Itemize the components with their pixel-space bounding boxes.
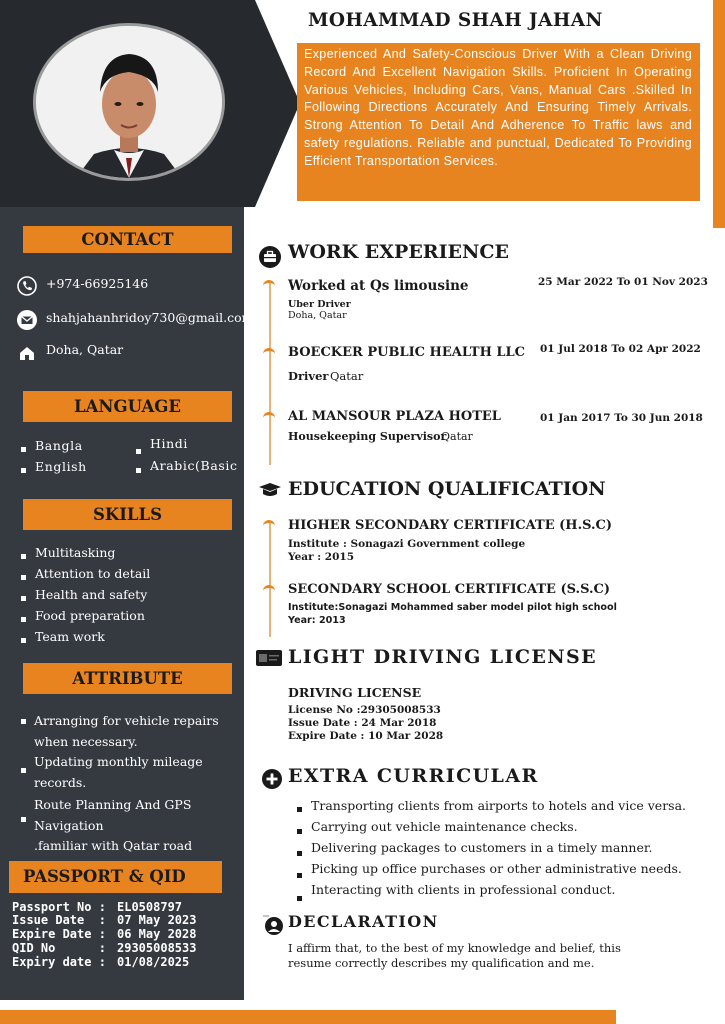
qid-label: QID No : xyxy=(12,941,106,955)
qid-value: 29305008533 xyxy=(117,941,197,955)
timeline-marker xyxy=(263,520,275,528)
attribute-item: Updating monthly mileage xyxy=(34,754,203,769)
language-heading: LANGUAGE xyxy=(23,391,232,422)
declaration-heading: DECLARATION xyxy=(288,912,439,931)
license-issue-date: Issue Date : 24 Mar 2018 xyxy=(288,717,437,729)
timeline-marker xyxy=(263,412,275,420)
issue-date-label: Issue Date : xyxy=(12,913,106,927)
job-place: Qatar xyxy=(330,369,364,383)
language-bullet xyxy=(136,468,141,473)
attribute-item: Arranging for vehicle repairs xyxy=(34,713,219,728)
education-timeline xyxy=(269,522,271,637)
extra-item: Delivering packages to customers in a timely manner. xyxy=(311,840,653,855)
language-bullet xyxy=(136,449,141,454)
attribute-heading: ATTRIBUTE xyxy=(23,663,232,694)
attribute-bullet xyxy=(21,768,26,773)
declaration-line: resume correctly describes my qualification and me. xyxy=(288,956,595,970)
education-title: SECONDARY SCHOOL CERTIFICATE (S.S.C) xyxy=(288,582,611,597)
attribute-item: when necessary. xyxy=(34,734,138,749)
job-title: BOECKER PUBLIC HEALTH LLC xyxy=(288,345,526,360)
language-item: Bangla xyxy=(35,438,83,453)
accent-strip xyxy=(713,0,725,228)
extra-bullet xyxy=(297,896,302,901)
expire-date-value: 06 May 2028 xyxy=(117,927,197,941)
job-date: 01 Jul 2018 To 02 Apr 2022 xyxy=(540,343,701,355)
extra-item: Carrying out vehicle maintenance checks. xyxy=(311,819,578,834)
expiry-date-label: Expiry date : xyxy=(12,955,106,969)
attribute-item: .familiar with Qatar road xyxy=(34,838,193,853)
extra-item: Transporting clients from airports to hotels and vice versa. xyxy=(311,798,687,813)
location-text: Doha, Qatar xyxy=(46,342,124,357)
issue-date-value: 07 May 2023 xyxy=(117,913,197,927)
education-institute: Institute:Sonagazi Mohammed saber model pilot high school xyxy=(288,602,617,613)
job-place: Doha, Qatar xyxy=(288,310,347,321)
job-role: Housekeeping Supervisor xyxy=(288,430,447,443)
job-role: Uber Driver xyxy=(288,299,351,310)
passport-heading: PASSPORT & QID xyxy=(9,861,222,893)
plus-circle-icon xyxy=(262,769,282,789)
skills-heading: SKILLS xyxy=(23,499,232,530)
attribute-item: Route Planning And GPS xyxy=(34,797,192,812)
expiry-date-value: 01/08/2025 xyxy=(117,955,190,969)
extra-item: Picking up office purchases or other administrative needs. xyxy=(311,861,682,876)
extra-bullet xyxy=(297,829,302,834)
language-item: Arabic(Basic xyxy=(150,458,238,473)
work-timeline xyxy=(269,282,271,465)
extra-curricular-heading: EXTRA CURRICULAR xyxy=(288,765,539,787)
job-title: Worked at Qs limousine xyxy=(288,278,469,294)
work-experience-heading: WORK EXPERIENCE xyxy=(288,241,509,263)
skill-item: Multitasking xyxy=(35,545,116,560)
expire-date-label: Expire Date : xyxy=(12,927,106,941)
candidate-name: MOHAMMAD SHAH JAHAN xyxy=(308,10,603,31)
profile-photo xyxy=(36,26,222,178)
passport-value: EL0508797 xyxy=(117,900,183,914)
job-date: 25 Mar 2022 To 01 Nov 2023 xyxy=(538,276,708,288)
license-title: DRIVING LICENSE xyxy=(288,685,422,700)
extra-item: Interacting with clients in professional conduct. xyxy=(311,882,616,897)
phone-text: +974-66925146 xyxy=(46,276,149,291)
attribute-bullet xyxy=(21,817,26,822)
profile-summary: Experienced And Safety-Conscious Driver With a Clean Driving Record And Excellent Navigation Skills. Proficient In Operating Various Vehicles, Including Cars, Vans, Manual Cars .Skilled In Following Directions Accurately And Ensuring Timely Arrivals. Strong Attention To Detail And Adherence To Traffic laws and safety regulations. Reliable and punctual, Dedicated To Providing Efficient Transportation Services. xyxy=(297,43,700,201)
email-text: shahjahanhridoy730@gmail.com xyxy=(46,310,254,325)
email-icon xyxy=(17,310,37,334)
skill-item: Health and safety xyxy=(35,587,148,602)
language-item: Hindi xyxy=(150,436,188,451)
passport-label: Passport No : xyxy=(12,900,106,914)
language-bullet xyxy=(21,447,26,452)
language-bullet xyxy=(21,468,26,473)
attribute-item: Navigation xyxy=(34,818,104,833)
education-heading: EDUCATION QUALIFICATION xyxy=(288,478,606,500)
attribute-item: records. xyxy=(34,775,87,790)
job-role: Driver xyxy=(288,369,329,383)
timeline-marker xyxy=(263,348,275,356)
attribute-bullet xyxy=(21,719,26,724)
bottom-accent-bar xyxy=(0,1010,616,1024)
briefcase-icon xyxy=(259,246,281,268)
skill-bullet xyxy=(21,638,26,643)
skill-item: Food preparation xyxy=(35,608,145,623)
job-title: AL MANSOUR PLAZA HOTEL xyxy=(288,409,501,424)
declaration-icon xyxy=(263,913,283,937)
skill-bullet xyxy=(21,617,26,622)
timeline-marker xyxy=(263,585,275,593)
declaration-line: I affirm that, to the best of my knowledge and belief, this xyxy=(288,941,621,955)
phone-icon xyxy=(17,276,37,300)
skill-bullet xyxy=(21,554,26,559)
license-card-icon xyxy=(256,650,282,666)
job-place: Qatar xyxy=(441,430,473,443)
license-expire-date: Expire Date : 10 Mar 2028 xyxy=(288,730,444,742)
language-item: English xyxy=(35,459,87,474)
graduation-cap-icon xyxy=(258,481,282,503)
license-heading: LIGHT DRIVING LICENSE xyxy=(288,646,597,668)
skill-bullet xyxy=(21,596,26,601)
education-year: Year : 2015 xyxy=(288,551,355,563)
education-year: Year: 2013 xyxy=(288,615,346,626)
extra-bullet xyxy=(297,851,302,856)
extra-bullet xyxy=(297,873,302,878)
extra-bullet xyxy=(297,807,302,812)
education-institute: Institute : Sonagazi Government college xyxy=(288,538,526,550)
timeline-marker xyxy=(263,280,275,288)
home-icon xyxy=(19,345,35,365)
skill-item: Team work xyxy=(35,629,105,644)
education-title: HIGHER SECONDARY CERTIFICATE (H.S.C) xyxy=(288,518,613,533)
skill-bullet xyxy=(21,575,26,580)
skill-item: Attention to detail xyxy=(35,566,151,581)
job-date: 01 Jan 2017 To 30 Jun 2018 xyxy=(540,412,703,424)
contact-heading: CONTACT xyxy=(23,226,232,253)
license-number: License No :29305008533 xyxy=(288,704,441,716)
